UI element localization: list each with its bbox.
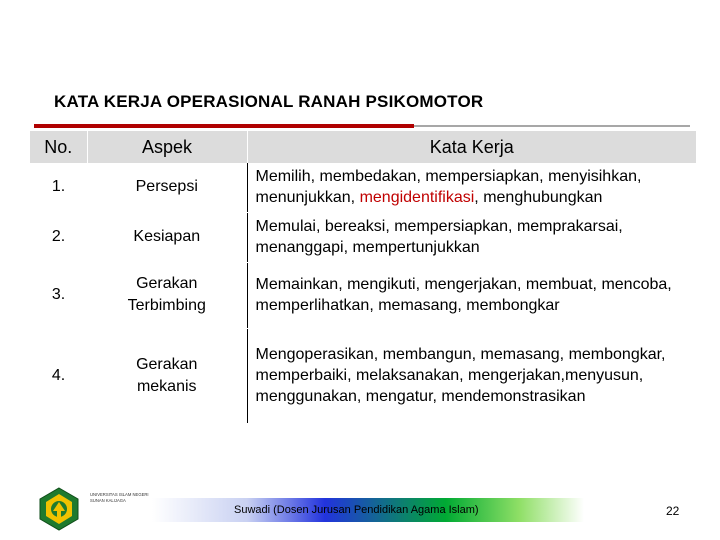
table-row [30, 262, 696, 328]
university-name: UNIVERSITAS ISLAM NEGERI SUNAN KALIJAGA [90, 492, 149, 503]
table-row [30, 212, 696, 262]
kata-kerja-text: , menghubungkan [474, 189, 603, 207]
table-row [30, 163, 696, 212]
header-kata-kerja: Kata Kerja [247, 131, 696, 163]
row-number: 1. [30, 163, 87, 212]
kata-kerja-table [30, 131, 696, 424]
row-aspek: Gerakan Terbimbing [87, 262, 247, 328]
row-kata-kerja: Mengoperasikan, membangun, memasang, membongkar, memperbaiki, melaksanakan, mengerjakan,menyusun, menggunakan, mengatur, mendemonstrasikan [247, 328, 696, 423]
row-aspek: Gerakan mekanis [87, 328, 247, 423]
row-aspek: Kesiapan [87, 212, 247, 262]
row-number: 2. [30, 212, 87, 262]
university-emblem-icon [38, 487, 80, 531]
row-aspek: Persepsi [87, 163, 247, 212]
row-kata-kerja [247, 163, 696, 212]
row-kata-kerja: Memulai, bereaksi, mempersiapkan, memprakarsai, menanggapi, mempertunjukkan [247, 212, 696, 262]
table-header-row [30, 131, 696, 163]
header-no: No. [30, 131, 87, 163]
row-number: 3. [30, 262, 87, 328]
row-kata-kerja: Memainkan, mengikuti, mengerjakan, membuat, mencoba, memperlihatkan, memasang, membongkar [247, 262, 696, 328]
kata-kerja-highlight: mengidentifikasi [359, 189, 475, 207]
title-underline [414, 125, 690, 127]
slide-title: KATA KERJA OPERASIONAL RANAH PSIKOMOTOR [54, 92, 484, 111]
header-aspek: Aspek [87, 131, 247, 163]
page-number: 22 [666, 504, 680, 518]
title-underline-accent [34, 124, 414, 128]
kata-kerja-text: Memilih, membedakan, mempersiapkan, menyisihkan, menunjukkan, [255, 168, 642, 207]
table-row [30, 328, 696, 423]
row-number: 4. [30, 328, 87, 423]
footer-credit: Suwadi (Dosen Jurusan Pendidikan Agama Islam) [234, 504, 479, 516]
